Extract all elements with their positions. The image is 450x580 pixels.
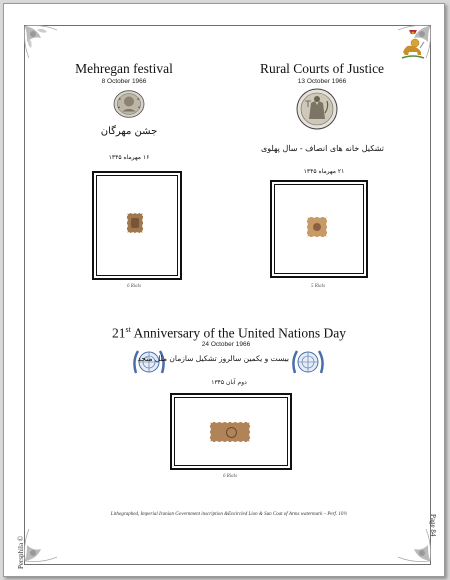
copyright-text: Persphila ©: [17, 535, 25, 569]
mehregan-persian-title: جشن مهرگان: [100, 126, 158, 137]
un-stamp-mount: [170, 393, 292, 470]
rural-persian-title: تشکیل خانه های انصاف - سال پهلوی: [260, 144, 384, 153]
justice-medallion-icon: [295, 87, 339, 131]
un-title: [59, 325, 399, 342]
mehregan-stamp-mount: [92, 171, 182, 280]
floral-corner-ornament-icon: [394, 525, 432, 563]
rural-value: 5 Rials: [310, 284, 326, 289]
rural-persian-date: ۲۱ مهرماه ۱۳۴۵: [303, 168, 345, 175]
rural-stamp-mount: [270, 180, 368, 278]
page-border: [24, 25, 431, 565]
rural-stamp: [307, 217, 327, 237]
un-stamp: [210, 422, 250, 442]
mehregan-value: 6 Rials: [126, 284, 142, 289]
floral-corner-ornament-icon: [23, 525, 61, 563]
un-emblem-icon: [291, 347, 325, 377]
page-number: Page 84: [429, 514, 437, 537]
floral-corner-ornament-icon: [23, 24, 61, 62]
mehregan-persian-date: ۱۶ مهرماه ۱۳۴۵: [108, 154, 150, 161]
un-value: 6 Rials: [222, 474, 238, 479]
un-title-number: 21: [111, 325, 126, 341]
un-title-text: Anniversary of the United Nations Day: [130, 325, 347, 341]
rural-date: 13 October 1966: [297, 78, 347, 85]
un-persian-date: دوم آبان ۱۳۴۵: [211, 379, 247, 386]
album-page: [3, 3, 445, 577]
un-persian-title: بیست و یکمین سالروز تشکیل سازمان ملل متحد: [137, 354, 289, 363]
footer-note: Lithographed, Imperial Iranian Government inscription &Encircled Lion & Sun Coat of Arms watermark – Perf. 10½: [110, 512, 348, 517]
lion-and-sun-emblem-icon: [400, 28, 426, 62]
ancient-coin-image-icon: [112, 89, 146, 119]
un-title-suffix: st: [125, 325, 131, 334]
rural-title: Rural Courts of Justice: [259, 61, 385, 76]
mehregan-title: Mehregan festival: [75, 61, 173, 76]
mehregan-date: 8 October 1966: [101, 78, 147, 85]
un-date: 24 October 1966: [201, 341, 251, 348]
mehregan-stamp: [127, 213, 143, 233]
